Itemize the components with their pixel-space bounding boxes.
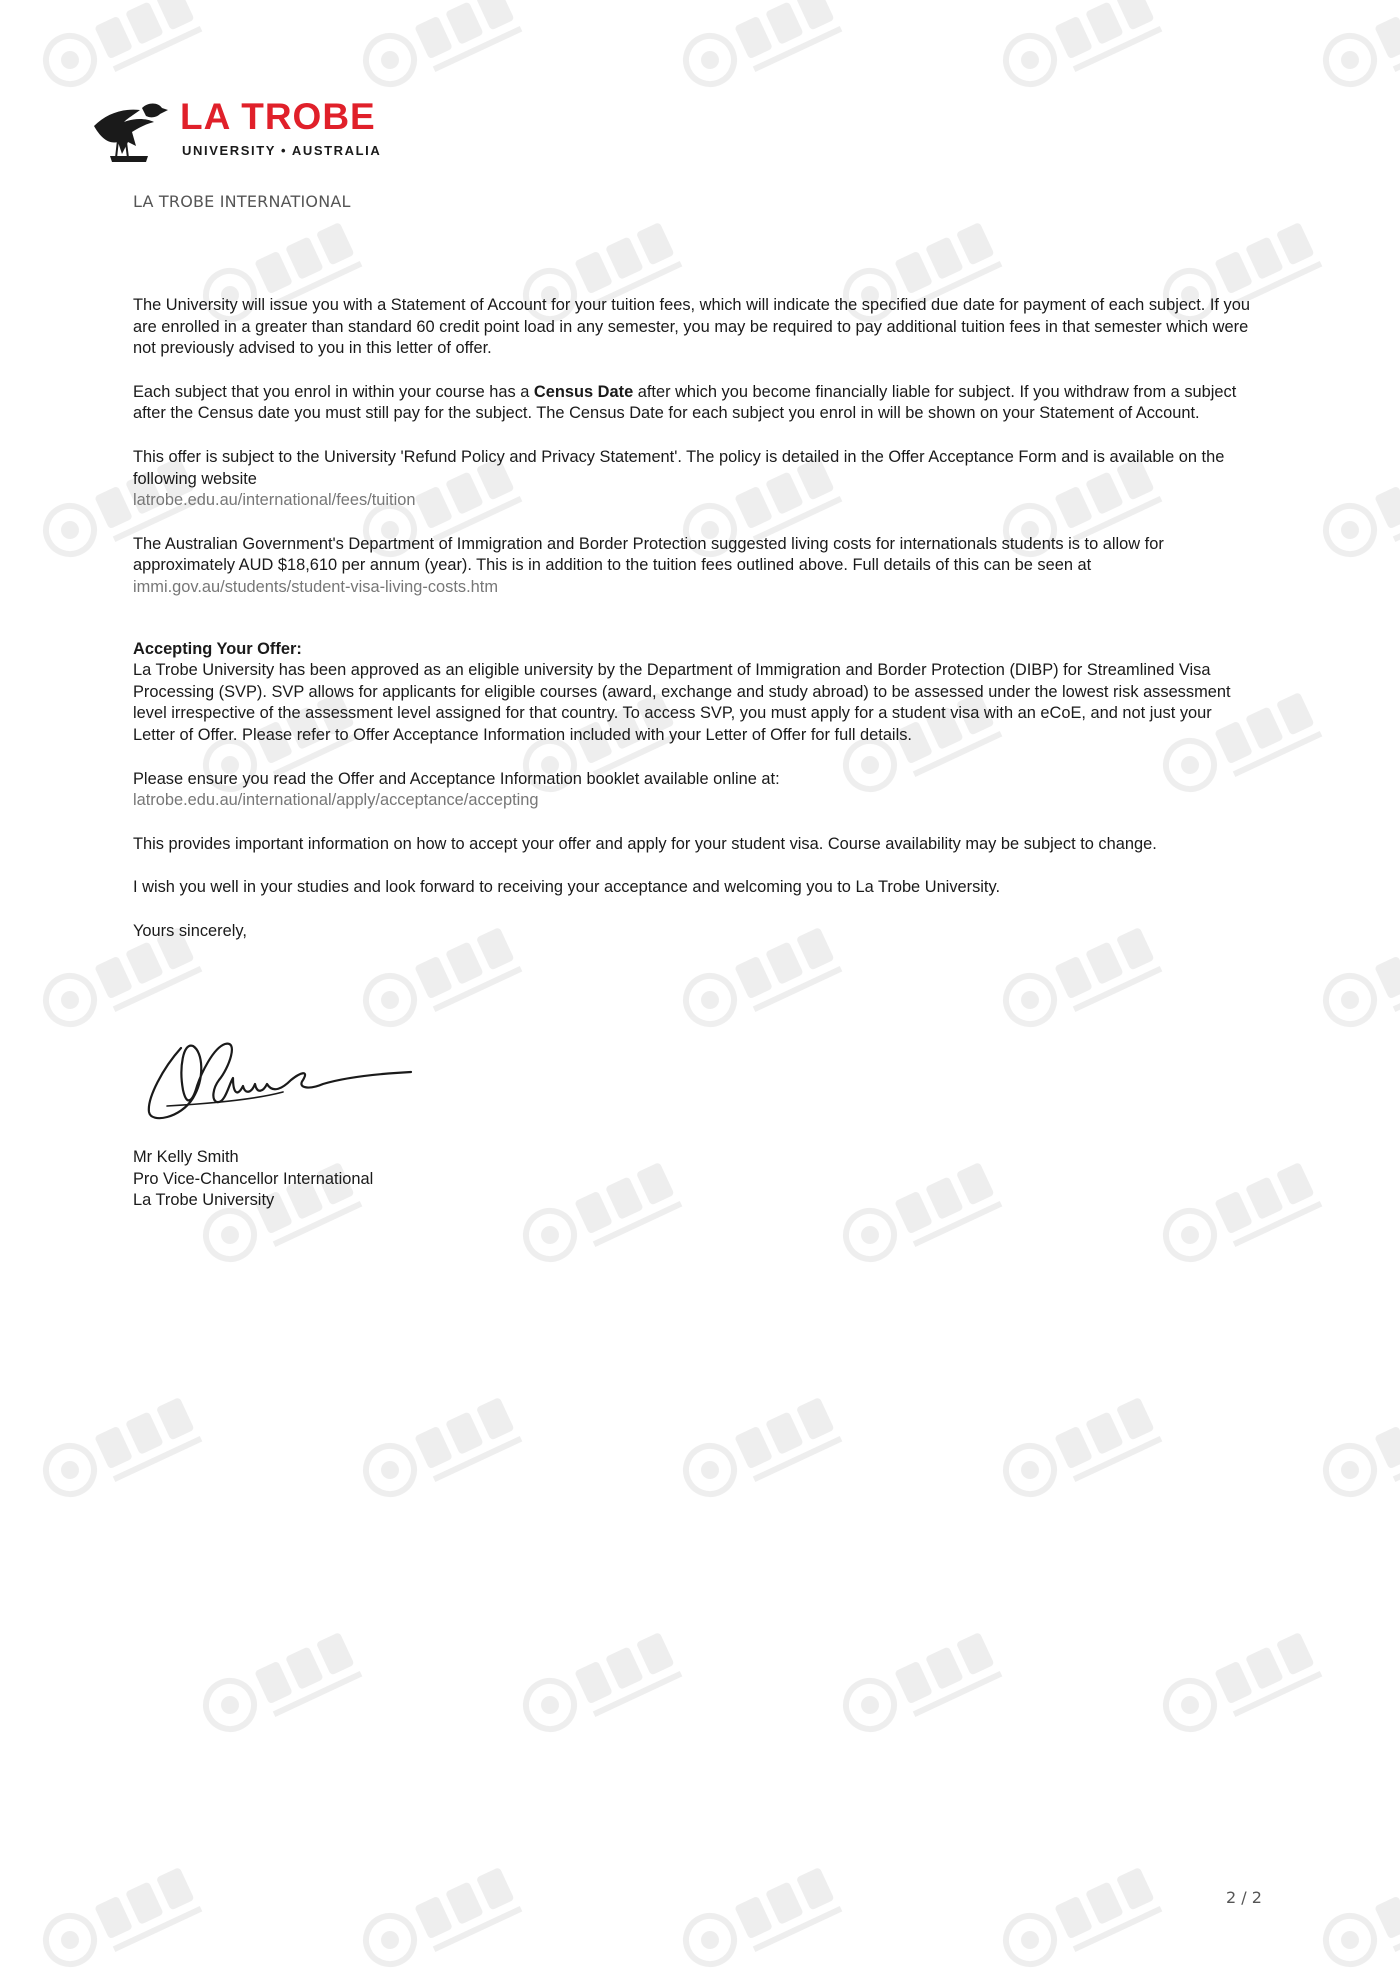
watermark-mark — [1158, 1157, 1322, 1272]
living-costs-link[interactable]: immi.gov.au/students/student-visa-living-costs.htm — [133, 577, 498, 596]
watermark-mark — [678, 0, 842, 97]
accepting-offer-heading: Accepting Your Offer: — [133, 639, 302, 658]
paragraph-refund-policy: This offer is subject to the University 'Refund Policy and Privacy Statement'. The policy is detailed in the Offer Acceptance Form and is available on the following website — [133, 447, 1225, 488]
watermark-mark — [1318, 452, 1400, 567]
census-date-term: Census Date — [533, 382, 634, 401]
watermark-mark — [518, 1157, 682, 1272]
watermark-mark — [38, 1862, 202, 1977]
watermark-mark — [1318, 922, 1400, 1037]
signer-name: Mr Kelly Smith — [133, 1148, 239, 1166]
watermark-mark — [38, 1392, 202, 1507]
page-number: 2 / 2 — [1226, 1888, 1262, 1907]
paragraph-census-date: Each subject that you enrol in within your course has a Census Date after which you become financially liable for subject. If you withdraw from a subject after the Census date you must still pay for the subject. The Census Date for each subject you enrol in will be shown on your Statement of Account. — [133, 382, 1237, 423]
signature-image — [133, 1028, 433, 1128]
acceptance-info-link[interactable]: latrobe.edu.au/international/apply/acceptance/accepting — [133, 791, 539, 810]
watermark-mark — [198, 1627, 362, 1742]
closing-salutation: Yours sincerely, — [133, 921, 247, 940]
brand-subtitle: UNIVERSITY • AUSTRALIA — [182, 143, 382, 158]
signer-organization: La Trobe University — [133, 1191, 275, 1210]
watermark-mark — [998, 1392, 1162, 1507]
watermark-mark — [678, 1392, 842, 1507]
paragraph-svp: La Trobe University has been approved as an eligible university by the Department of Immigration and Border Protection (DIBP) for Streamlined Visa Processing (SVP). SVP allows for applicants for eligible courses (award, exchange and study abroad) to be assessed under the lowest risk assessment level irrespective of the assessment level assigned for that country. To access SVP, you must apply for a student visa with an eCoE, and not just your Letter of Offer. Please refer to Offer Acceptance Information included with your Letter of Offer for full details. — [133, 661, 1231, 744]
paragraph-visa-info: This provides important information on how to accept your offer and apply for your student visa. Course availability may be subject to change. — [133, 834, 1157, 853]
signer-title: Pro Vice-Chancellor International — [133, 1169, 374, 1188]
watermark-mark — [998, 0, 1162, 97]
watermark-mark — [1318, 1392, 1400, 1507]
paragraph-statement-of-account: The University will issue you with a Statement of Account for your tuition fees, which will indicate the specified due date for payment of each subject. If you are enrolled in a greater than standard 60 credit point load in any semester, you may be required to pay additional tuition fees in that semester which were not previously advised to you in this letter of offer. — [133, 296, 1250, 358]
university-logo — [88, 96, 408, 170]
watermark-mark — [838, 1157, 1002, 1272]
watermark-mark — [678, 1862, 842, 1977]
department-name: LA TROBE INTERNATIONAL — [133, 192, 351, 211]
watermark-mark — [38, 0, 202, 97]
tuition-fees-link[interactable]: latrobe.edu.au/international/fees/tuition — [133, 491, 416, 510]
brand-name: LA TROBE — [180, 96, 376, 137]
paragraph-well-wishes: I wish you well in your studies and look forward to receiving your acceptance and welcoming you to La Trobe University. — [133, 878, 1001, 897]
watermark-mark — [358, 1392, 522, 1507]
signer-block — [133, 1147, 373, 1212]
watermark-mark — [518, 1627, 682, 1742]
watermark-mark — [1318, 1862, 1400, 1977]
watermark-mark — [1318, 0, 1400, 97]
watermark-mark — [998, 1862, 1162, 1977]
watermark-mark — [358, 1862, 522, 1977]
watermark-mark — [358, 0, 522, 97]
eagle-emblem-icon — [88, 96, 172, 168]
paragraph-acceptance-booklet: Please ensure you read the Offer and Acceptance Information booklet available online at: — [133, 769, 780, 788]
letter-body — [133, 295, 1253, 942]
watermark-mark — [1158, 1627, 1322, 1742]
paragraph-living-costs: The Australian Government's Department of Immigration and Border Protection suggested living costs for internationals students is to allow for approximately AUD $18,610 per annum (year). This is in addition to the tuition fees outlined above. Full details of this can be seen at immi.gov.au/students/student-visa-living-costs.htm — [133, 534, 1164, 596]
watermark-mark — [838, 1627, 1002, 1742]
